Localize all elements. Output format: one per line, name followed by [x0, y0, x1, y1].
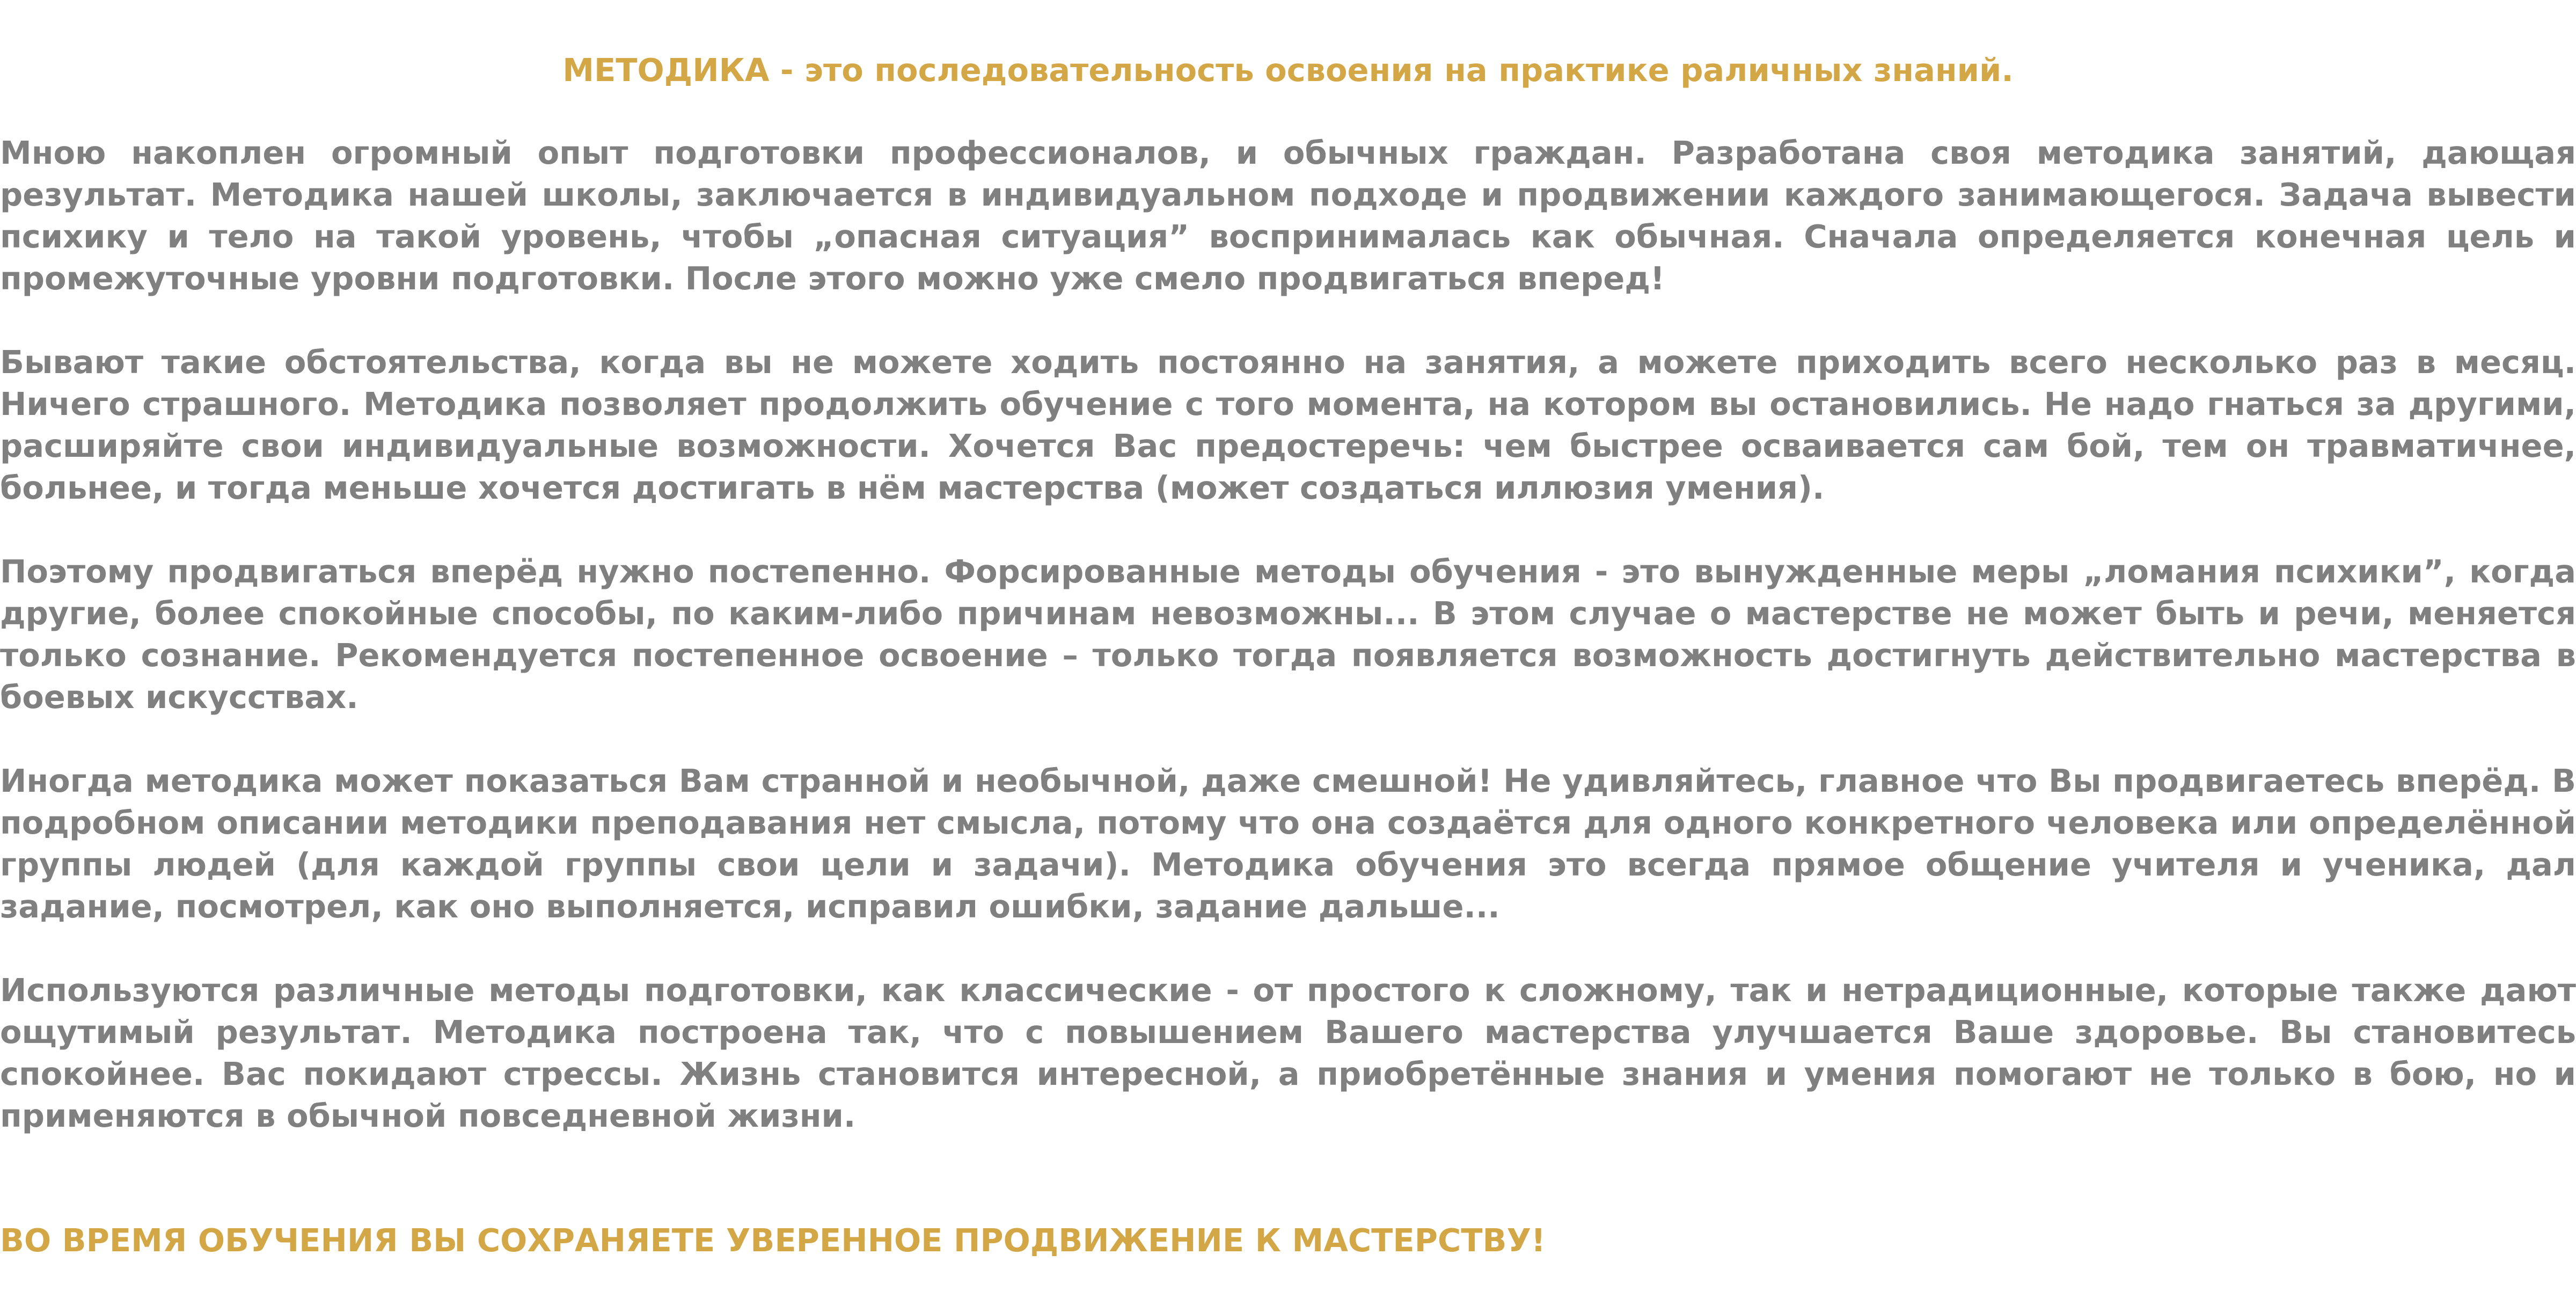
title-lead: МЕТОДИКА -: [562, 52, 805, 89]
paragraph-2: Бывают такие обстоятельства, когда вы не можете ходить постоянно на занятия, а можете приходить всего несколько раз в месяц. Ничего страшного. Методика позволяет продолжить обучение с того момента, на котором вы остановились. Не надо гнаться за другими, расширяйте свои индивидуальные возможности. Хочется Вас предостеречь: чем быстрее осваивается сам бой, тем он травматичнее, больнее, и тогда меньше хочется достигать в нём мастерства (может создаться иллюзия умения).: [0, 344, 2576, 506]
title-rest: это последовательность освоения на практике раличных знаний.: [804, 52, 2014, 89]
article-body: [0, 132, 2576, 1179]
paragraph-4: Иногда методика может показаться Вам странной и необычной, даже смешной! Не удивляйтесь, главное что Вы продвигаетесь вперёд. В подробном описании методики преподавания нет смысла, потому что она создаётся для одного конкретного человека или определённой группы людей (для каждой группы свои цели и задачи). Методика обучения это всегда прямое общение учителя и ученика, дал задание, посмотрел, как оно выполняется, исправил ошибки, задание дальше...: [0, 762, 2576, 925]
paragraph-1: Мною накоплен огромный опыт подготовки профессионалов, и обычных граждан. Разработана своя методика занятий, дающая результат. Методика нашей школы, заключается в индивидуальном подходе и продвижении каждого занимающегося. Задача вывести психику и тело на такой уровень, чтобы „опасная ситуация” воспринималась как обычная. Сначала определяется конечная цель и промежуточные уровни подготовки. После этого можно уже смело продвигаться вперед!: [0, 134, 2576, 297]
paragraph-3: Поэтому продвигаться вперёд нужно постепенно. Форсированные методы обучения - это вынужденные меры „ломания психики”, когда другие, более спокойные способы, по каким-либо причинам невозможны... В этом случае о мастерстве не может быть и речи, меняется только сознание. Рекомендуется постепенное освоение – только тогда появляется возможность достигнуть действительно мастерства в боевых искусствах.: [0, 553, 2576, 716]
paragraph-5: Используются различные методы подготовки, как классические - от простого к сложному, так и нетрадиционные, которые также дают ощутимый результат. Методика построена так, что с повышением Вашего мастерства улучшается Ваше здоровье. Вы становитесь спокойнее. Вас покидают стрессы. Жизнь становится интересной, а приобретённые знания и умения помогают не только в бою, но и применяются в обычной повседневной жизни.: [0, 972, 2576, 1134]
page-title: [0, 49, 2576, 91]
closing-statement: ВО ВРЕМЯ ОБУЧЕНИЯ ВЫ СОХРАНЯЕТЕ УВЕРЕННОЕ ПРОДВИЖЕНИЕ К МАСТЕРСТВУ!: [0, 1222, 1546, 1259]
